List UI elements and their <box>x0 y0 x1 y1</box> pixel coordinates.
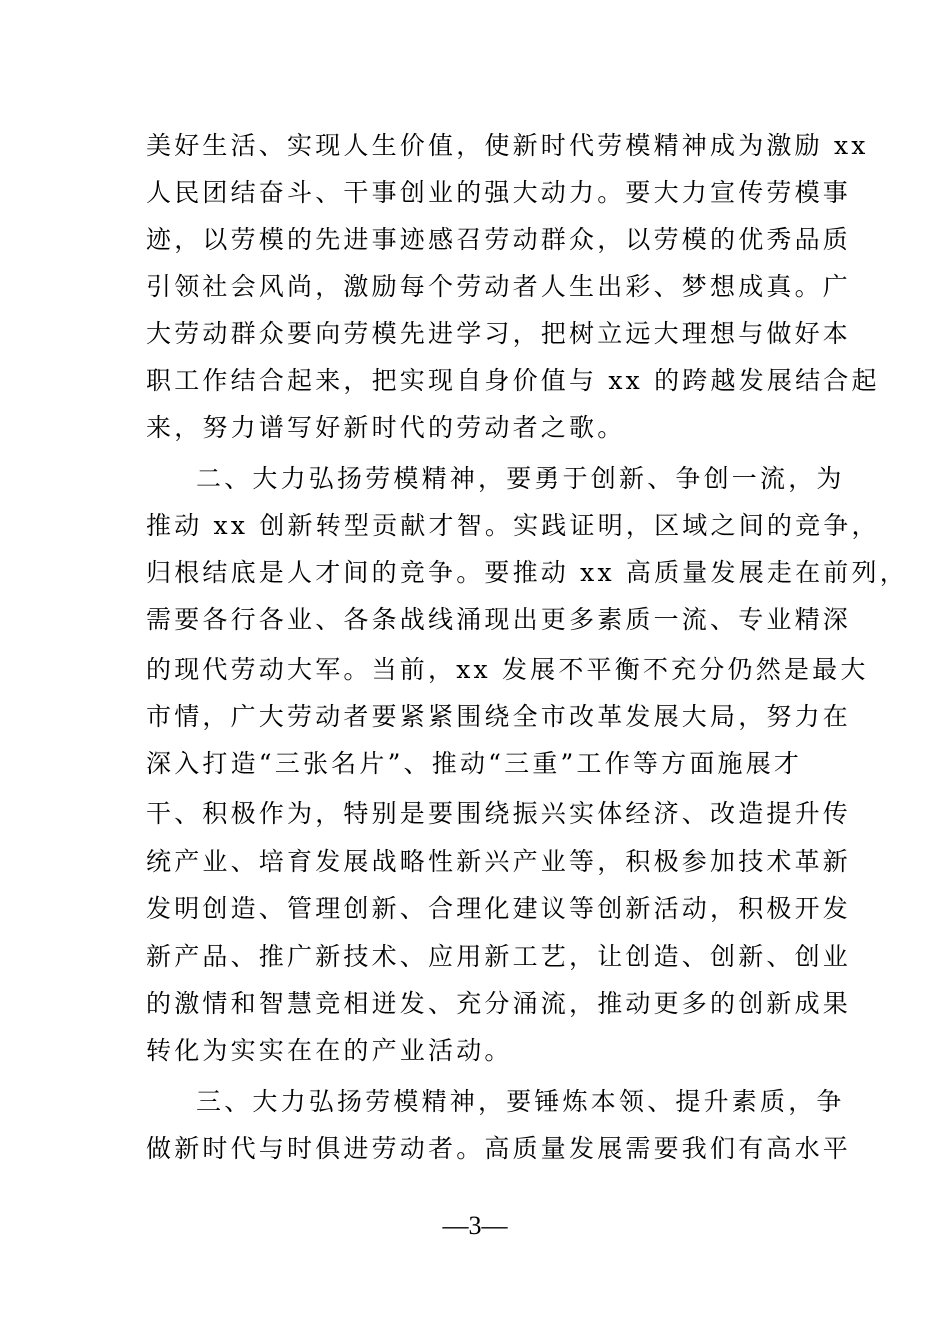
text-line-17: 发明创造、管理创新、合理化建议等创新活动，积极开发 <box>146 894 852 923</box>
text-line-19: 的激情和智慧竞相迸发、充分涌流，推动更多的创新成果 <box>146 989 852 1018</box>
text-line-18: 新产品、推广新技术、应用新工艺，让创造、创新、创业 <box>146 942 852 971</box>
text-line-2: 人民团结奋斗、干事创业的强大动力。要大力宣传劳模事 <box>146 178 852 207</box>
text-line-5: 大劳动群众要向劳模先进学习，把树立远大理想与做好本 <box>146 319 852 348</box>
text-line-6: 职工作结合起来，把实现自身价值与 xx 的跨越发展结合起 <box>146 366 880 395</box>
text-line-1: 美好生活、实现人生价值，使新时代劳模精神成为激励 xx <box>146 131 869 160</box>
paragraph-2-first-line: 二、大力弘扬劳模精神，要勇于创新、争创一流，为 <box>196 464 845 493</box>
text-line-12: 的现代劳动大军。当前，xx 发展不平衡不充分仍然是最大 <box>146 655 869 684</box>
text-line-20: 转化为实实在在的产业活动。 <box>146 1036 513 1065</box>
text-line-14: 深入打造“三张名片”、推动“三重”工作等方面施展才 <box>146 749 803 778</box>
paragraph-3-first-line: 三、大力弘扬劳模精神，要锤炼本领、提升素质，争 <box>196 1087 845 1116</box>
text-line-4: 引领社会风尚，激励每个劳动者人生出彩、梦想成真。广 <box>146 272 852 301</box>
text-line-16: 统产业、培育发展战略性新兴产业等，积极参加技术革新 <box>146 847 852 876</box>
text-line-9: 推动 xx 创新转型贡献才智。实践证明，区域之间的竞争， <box>146 511 880 540</box>
text-line-7: 来，努力谱写好新时代的劳动者之歌。 <box>146 413 626 442</box>
text-line-10: 归根结底是人才间的竞争。要推动 xx 高质量发展走在前列， <box>146 558 908 587</box>
text-line-11: 需要各行各业、各条战线涌现出更多素质一流、专业精深 <box>146 605 852 634</box>
text-line-13: 市情，广大劳动者要紧紧围绕全市改革发展大局，努力在 <box>146 702 852 731</box>
text-line-15: 干、积极作为，特别是要围绕振兴实体经济、改造提升传 <box>146 799 852 828</box>
page-number: —3— <box>442 1211 508 1240</box>
text-line-22: 做新时代与时俱进劳动者。高质量发展需要我们有高水平 <box>146 1134 852 1163</box>
text-line-3: 迹，以劳模的先进事迹感召劳动群众，以劳模的优秀品质 <box>146 225 852 254</box>
